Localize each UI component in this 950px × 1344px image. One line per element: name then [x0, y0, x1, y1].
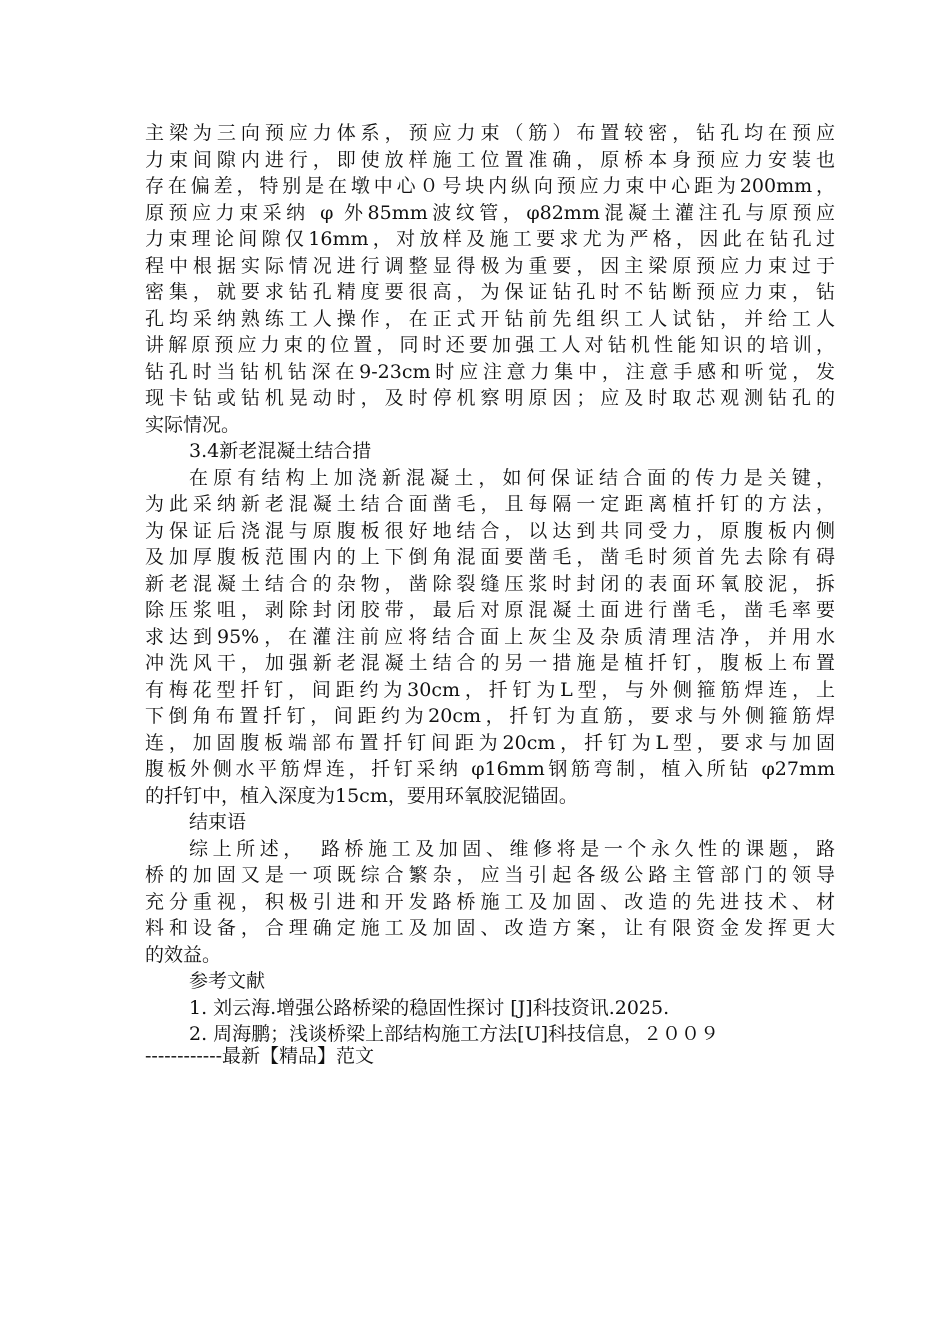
paragraph-concrete-bonding — [145, 465, 835, 810]
text-line: 桥的加固又是一项既综合繁杂，应当引起各级公路主管部门的领导 — [145, 864, 835, 886]
text-line: 的效益。 — [145, 943, 222, 966]
text-line: 充分重视，积极引进和开发路桥施工及加固、改造的先进技术、材 — [145, 890, 835, 913]
section-heading-conclusion: 结束语 — [189, 811, 247, 833]
footer-banner: ------------最新【精品】范文 — [145, 1045, 375, 1067]
text-line: 存在偏差，特别是在墩中心０号块内纵向预应力束中心距为200mm， — [145, 175, 835, 197]
text-line: 料和设备，合理确定施工及加固、改造方案，让有限资金发挥更大 — [145, 917, 835, 939]
text-line: 力束理论间隙仅16mm，对放样及施工要求尤为严格，因此在钻孔过 — [145, 228, 835, 250]
reference-item: 1. 刘云海.增强公路桥梁的稳固性探讨 [J]科技资讯.2025. — [189, 996, 670, 1019]
text-line: 密集，就要求钻孔精度要很高，为保证钻孔时不钻断预应力束，钻 — [145, 281, 835, 303]
text-line: 为保证后浇混与原腹板很好地结合，以达到共同受力，原腹板内侧 — [145, 519, 835, 542]
section-heading-3-4: 3.4新老混凝土结合措 — [189, 440, 372, 462]
text-line: 新老混凝土结合的杂物，凿除裂缝压浆时封闭的表面环氧胶泥，拆 — [145, 572, 835, 595]
text-line: 原预应力束采纳 φ 外85mm波纹管，φ82mm混凝土灌注孔与原预应 — [145, 201, 835, 224]
text-line: 及加厚腹板范围内的上下倒角混面要凿毛，凿毛时须首先去除有碍 — [145, 546, 835, 568]
text-line: 程中根据实际情况进行调整显得极为重要，因主梁原预应力束过于 — [145, 254, 835, 277]
text-line: 下倒角布置扦钉，间距约为20cm，扦钉为直筋，要求与外侧箍筋焊 — [145, 705, 835, 727]
text-line: 现卡钻或钻机晃动时，及时停机察明原因；应及时取芯观测钻孔的 — [145, 387, 835, 409]
text-line: 为此采纳新老混凝土结合面凿毛，且每隔一定距离植扦钉的方法， — [145, 493, 835, 515]
text-line: 综上所述， 路桥施工及加固、维修将是一个永久性的课题，路 — [189, 837, 835, 860]
text-line: 有梅花型扦钉，间距约为30cm，扦钉为L型，与外侧箍筋焊连，上 — [145, 678, 835, 701]
text-line: 在原有结构上加浇新混凝土，如何保证结合面的传力是关键， — [189, 466, 835, 489]
text-line: 力束间隙内进行，即使放样施工位置准确，原桥本身预应力安装也 — [145, 148, 835, 171]
text-line: 求达到95%，在灌注前应将结合面上灰尘及杂质清理洁净，并用水 — [145, 625, 835, 648]
text-line: 钻孔时当钻机钻深在9-23cm时应注意力集中，注意手感和听觉，发 — [145, 360, 835, 383]
text-line: 连，加固腹板端部布置扦钉间距为20cm，扦钉为L型，要求与加固 — [145, 731, 835, 754]
paragraph-conclusion — [145, 836, 835, 969]
text-line: 主梁为三向预应力体系，预应力束（筋）布置较密，钻孔均在预应 — [145, 122, 835, 144]
reference-item: 2. 周海鹏；浅谈桥梁上部结构施工方法[U]科技信息，２００９ — [189, 1023, 720, 1045]
reference-list — [145, 995, 835, 1048]
text-line: 除压浆咀，剥除封闭胶带，最后对原混凝土面进行凿毛，凿毛率要 — [145, 599, 835, 621]
text-line: 实际情况。 — [145, 413, 241, 436]
section-heading-references: 参考文献 — [189, 970, 266, 992]
paragraph-drilling — [145, 120, 835, 438]
document-body — [145, 120, 835, 1048]
text-line: 腹板外侧水平筋焊连，扦钉采纳 φ16mm钢筋弯制，植入所钻 φ27mm — [145, 758, 835, 780]
text-line: 孔均采纳熟练工人操作，在正式开钻前先组织工人试钻，并给工人 — [145, 307, 835, 330]
text-line: 讲解原预应力束的位置，同时还要加强工人对钻机性能知识的培训， — [145, 334, 835, 356]
text-line: 冲洗风干，加强新老混凝土结合的另一措施是植扦钉，腹板上布置 — [145, 652, 835, 674]
text-line: 的扦钉中，植入深度为15cm，要用环氧胶泥锚固。 — [145, 784, 578, 807]
